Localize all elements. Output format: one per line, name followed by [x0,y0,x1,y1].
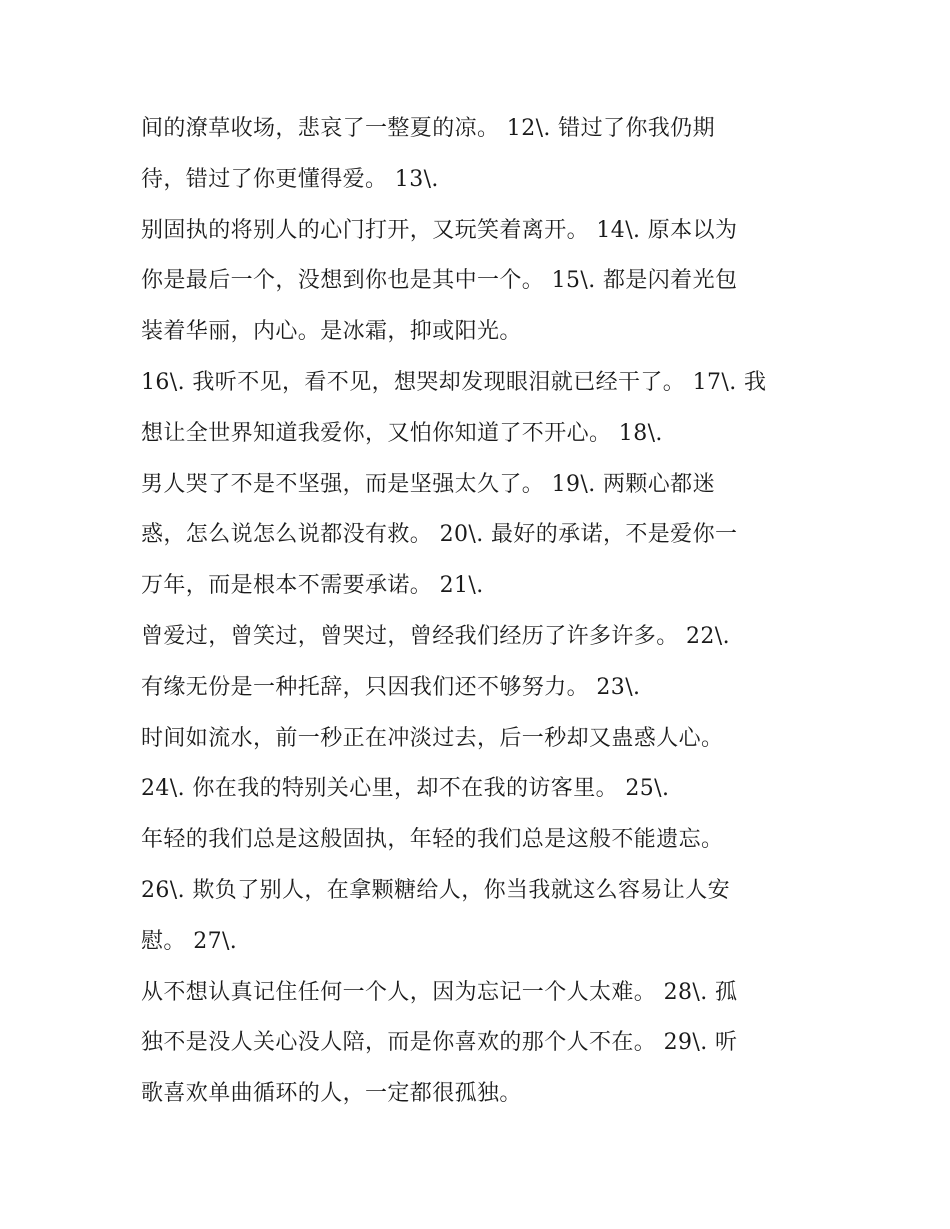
text-line: 待，错过了你更懂得爱。 13\. [141,166,439,192]
text-line: 男人哭了不是不坚强，而是坚强太久了。 19\. 两颗心都迷 [141,471,715,497]
text-line: 独不是没人关心没人陪，而是你喜欢的那个人不在。 29\. 听 [141,1030,738,1056]
text-line: 26\. 欺负了别人，在拿颗糖给人，你当我就这么容易让人安 [141,877,730,903]
text-line: 慰。 27\. [141,928,238,954]
text-line: 时间如流水，前一秒正在冲淡过去，后一秒却又蛊惑人心。 [141,725,724,751]
text-line: 想让全世界知道我爱你，又怕你知道了不开心。 18\. [141,420,663,446]
text-line: 歌喜欢单曲循环的人，一定都很孤独。 [141,1081,522,1107]
text-line: 装着华丽，内心。是冰霜，抑或阳光。 [141,319,522,345]
text-line: 间的潦草收场，悲哀了一整夏的凉。 12\. 错过了你我仍期 [141,116,715,141]
text-line: 惑，怎么说怎么说都没有救。 20\. 最好的承诺，不是爱你一 [141,522,738,548]
text-line: 24\. 你在我的特别关心里，却不在我的访客里。 25\. [141,776,670,802]
body-text [141,104,821,1120]
text-line: 16\. 我听不见，看不见，想哭却发现眼泪就已经干了。 17\. 我 [141,369,767,395]
text-line: 万年，而是根本不需要承诺。 21\. [141,573,484,599]
text-line: 你是最后一个，没想到你也是其中一个。 15\. 都是闪着光包 [141,268,738,294]
text-line: 别固执的将别人的心门打开，又玩笑着离开。 14\. 原本以为 [141,217,738,243]
text-line: 年轻的我们总是这般固执，年轻的我们总是这般不能遗忘。 [141,827,724,853]
text-line: 从不想认真记住任何一个人，因为忘记一个人太难。 28\. 孤 [141,979,738,1005]
text-line: 曾爱过，曾笑过，曾哭过，曾经我们经历了许多许多。 22\. [141,623,730,649]
text-line: 有缘无份是一种托辞，只因我们还不够努力。 23\. [141,674,641,700]
